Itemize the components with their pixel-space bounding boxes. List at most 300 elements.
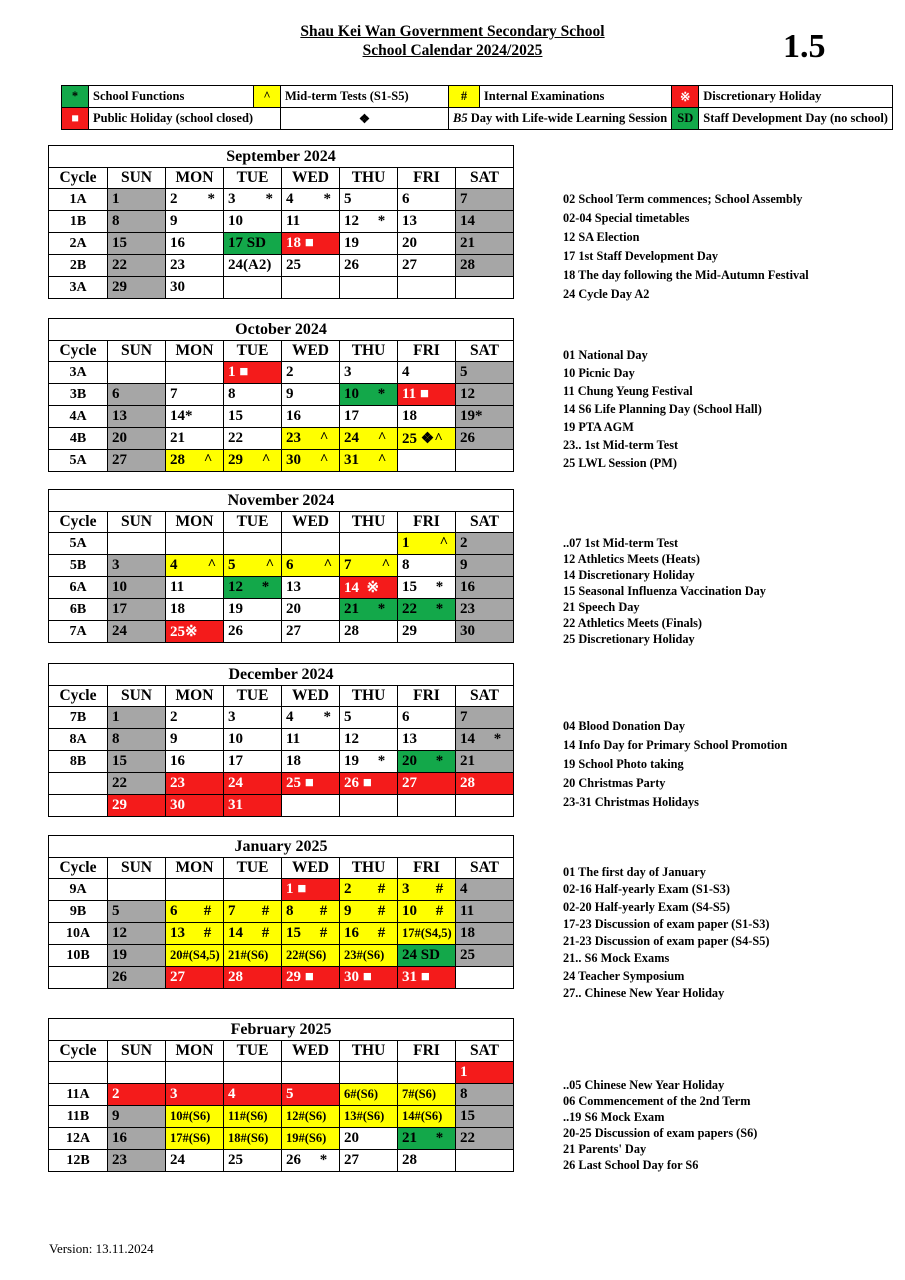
day-cell: 10 [224, 211, 282, 233]
day-cell: 16 [166, 751, 224, 773]
weekday-header: THU [340, 1041, 398, 1062]
day-cell: 5 [340, 189, 398, 211]
week-row [49, 255, 514, 277]
day-cell: 5 [282, 1084, 340, 1106]
cycle-label [49, 773, 108, 795]
day-cell: 14 ※ [340, 577, 398, 599]
day-cell: 4 [398, 362, 456, 384]
week-row [49, 599, 514, 621]
day-cell: 26 [224, 621, 282, 643]
day-cell [398, 450, 456, 472]
weekday-header: Cycle [49, 341, 108, 362]
legend-label-exams: Internal Examinations [479, 86, 671, 108]
day-cell: 30 [166, 277, 224, 299]
calendar-title: School Calendar 2024/2025 [362, 42, 543, 59]
weekday-header: SAT [456, 512, 514, 533]
note-item: 21 Speech Day [563, 600, 640, 614]
day-cell: 21 [456, 751, 514, 773]
day-cell: 15 [108, 233, 166, 255]
day-cell: 16 [456, 577, 514, 599]
cycle-label: 11A [49, 1084, 108, 1106]
weekday-header: TUE [224, 858, 282, 879]
weekday-header: SAT [456, 686, 514, 707]
day-cell: 7 [456, 189, 514, 211]
day-cell: 9 # [340, 901, 398, 923]
legend-label-b5: B5 Day with Life-wide Learning Session [449, 108, 672, 130]
day-cell: 21 [166, 428, 224, 450]
note-item: 14 Info Day for Primary School Promotion [563, 738, 788, 752]
day-cell [456, 967, 514, 989]
weekday-header: Cycle [49, 168, 108, 189]
cycle-label: 9A [49, 879, 108, 901]
day-cell: 3 [108, 555, 166, 577]
day-cell: 24 [224, 773, 282, 795]
cycle-label: 10A [49, 923, 108, 945]
month-calendar [48, 489, 514, 643]
week-row [49, 729, 514, 751]
cycle-label: 3A [49, 277, 108, 299]
day-cell [166, 533, 224, 555]
week-row [49, 450, 514, 472]
day-cell: 26 [340, 255, 398, 277]
day-cell [340, 533, 398, 555]
day-cell: 26 [108, 967, 166, 989]
day-cell: 24(A2) [224, 255, 282, 277]
cycle-label: 9B [49, 901, 108, 923]
weekday-header: SUN [108, 686, 166, 707]
day-cell: 23 [166, 773, 224, 795]
day-cell [108, 533, 166, 555]
day-cell: 28 ^ [166, 450, 224, 472]
note-item: 21.. S6 Mock Exams [563, 951, 670, 966]
weekday-header: MON [166, 341, 224, 362]
day-cell: 28 [340, 621, 398, 643]
day-cell [224, 879, 282, 901]
week-row [49, 1106, 514, 1128]
day-cell: 12 [456, 384, 514, 406]
day-cell: 23 [456, 599, 514, 621]
weekday-header: TUE [224, 1041, 282, 1062]
cycle-label [49, 967, 108, 989]
day-cell [166, 362, 224, 384]
note-item: 04 Blood Donation Day [563, 719, 685, 733]
day-cell: 2 [282, 362, 340, 384]
day-cell: 6 [398, 189, 456, 211]
day-cell: 23 ^ [282, 428, 340, 450]
note-item: 19 School Photo taking [563, 757, 684, 771]
note-item: 15 Seasonal Influenza Vaccination Day [563, 584, 766, 598]
day-cell: 7 [456, 707, 514, 729]
legend-symbol-sd: SD [672, 108, 699, 130]
week-row [49, 923, 514, 945]
day-cell: 18 [398, 406, 456, 428]
cycle-label: 12B [49, 1150, 108, 1172]
day-cell: 9 [456, 555, 514, 577]
day-cell: 25 ■ [282, 773, 340, 795]
day-cell: 7 ^ [340, 555, 398, 577]
day-cell: 5 [456, 362, 514, 384]
weekday-header: MON [166, 168, 224, 189]
weekday-header: SAT [456, 168, 514, 189]
weekday-header: SUN [108, 858, 166, 879]
day-cell: 25 ❖^ [398, 428, 456, 450]
school-name: Shau Kei Wan Government Secondary School [300, 23, 605, 40]
day-cell: 31 ^ [340, 450, 398, 472]
day-cell: 26 [456, 428, 514, 450]
day-cell: 13 [398, 211, 456, 233]
day-cell: 9 [166, 211, 224, 233]
day-cell: 22 [108, 255, 166, 277]
day-cell: 20#(S4,5) [166, 945, 224, 967]
day-cell: 24 SD [398, 945, 456, 967]
day-cell: 14#(S6) [398, 1106, 456, 1128]
note-item: 27.. Chinese New Year Holiday [563, 986, 725, 1001]
day-cell [282, 795, 340, 817]
cycle-label: 6B [49, 599, 108, 621]
day-cell: 27 [282, 621, 340, 643]
week-row [49, 751, 514, 773]
day-cell: 13 [108, 406, 166, 428]
day-cell: 20 [282, 599, 340, 621]
day-cell: 6 ^ [282, 555, 340, 577]
weekday-header: SUN [108, 341, 166, 362]
weekday-header: TUE [224, 686, 282, 707]
week-row [49, 945, 514, 967]
day-cell: 24 ^ [340, 428, 398, 450]
cycle-label: 5B [49, 555, 108, 577]
note-item: 12 Athletics Meets (Heats) [563, 552, 700, 566]
weekday-header: Cycle [49, 1041, 108, 1062]
month-notes [563, 535, 766, 647]
day-cell: 10 # [398, 901, 456, 923]
legend-symbol-exams: # [449, 86, 480, 108]
week-row [49, 384, 514, 406]
day-cell: 29 [108, 795, 166, 817]
day-cell: 13 [282, 577, 340, 599]
day-cell: 15 [224, 406, 282, 428]
day-cell [340, 1062, 398, 1084]
note-item: 25 Discretionary Holiday [563, 632, 695, 646]
day-cell [456, 795, 514, 817]
day-cell: 27 [398, 773, 456, 795]
note-item: 17-23 Discussion of exam paper (S1-S3) [563, 916, 770, 931]
day-cell: 4 ^ [166, 555, 224, 577]
day-cell: 13 # [166, 923, 224, 945]
month-title: January 2025 [49, 836, 514, 858]
weekday-header: Cycle [49, 512, 108, 533]
day-cell: 21#(S6) [224, 945, 282, 967]
day-cell: 28 [224, 967, 282, 989]
day-cell: 8 [224, 384, 282, 406]
day-cell: 27 [340, 1150, 398, 1172]
day-cell: 9 [108, 1106, 166, 1128]
note-item: 12 SA Election [563, 230, 640, 244]
note-item: 10 Picnic Day [563, 366, 635, 380]
day-cell: 9 [282, 384, 340, 406]
day-cell: 31 ■ [398, 967, 456, 989]
day-cell [282, 533, 340, 555]
day-cell: 10#(S6) [166, 1106, 224, 1128]
day-cell: 24 [108, 621, 166, 643]
day-cell: 14 * [456, 729, 514, 751]
day-cell: 24 [166, 1150, 224, 1172]
day-cell: 13 [398, 729, 456, 751]
day-cell: 25 [456, 945, 514, 967]
version-text: Version: 13.11.2024 [49, 1241, 154, 1256]
weekday-header: FRI [398, 858, 456, 879]
weekday-header: MON [166, 686, 224, 707]
legend-symbol-discretionary: ※ [672, 86, 699, 108]
month-calendar [48, 663, 514, 817]
day-cell: 1 ■ [282, 879, 340, 901]
note-item: 02 School Term commences; School Assembly [563, 192, 803, 206]
day-cell: 19 * [340, 751, 398, 773]
legend [61, 85, 893, 130]
note-item: 01 The first day of January [563, 865, 706, 879]
note-item: 18 The day following the Mid-Autumn Festival [563, 268, 809, 282]
cycle-label: 7B [49, 707, 108, 729]
weekday-header: Cycle [49, 686, 108, 707]
day-cell: 29 ^ [224, 450, 282, 472]
cycle-label: 10B [49, 945, 108, 967]
month-title: December 2024 [49, 664, 514, 686]
day-cell: 25※ [166, 621, 224, 643]
day-cell: 15 [456, 1106, 514, 1128]
day-cell: 22 * [398, 599, 456, 621]
day-cell: 12 * [224, 577, 282, 599]
cycle-label: 4B [49, 428, 108, 450]
week-row [49, 428, 514, 450]
day-cell: 21 * [398, 1128, 456, 1150]
cycle-label [49, 1062, 108, 1084]
day-cell: 18#(S6) [224, 1128, 282, 1150]
legend-symbol-public-holiday: ■ [62, 108, 89, 130]
weekday-header: SAT [456, 858, 514, 879]
month-notes [563, 1077, 757, 1173]
cycle-label: 5A [49, 450, 108, 472]
day-cell: 14 # [224, 923, 282, 945]
day-cell: 25 [224, 1150, 282, 1172]
weekday-header: SAT [456, 341, 514, 362]
page-number: 1.5 [783, 28, 826, 65]
week-row [49, 901, 514, 923]
weekday-header: SUN [108, 168, 166, 189]
day-cell: 13#(S6) [340, 1106, 398, 1128]
day-cell: 30 ■ [340, 967, 398, 989]
day-cell: 10 [108, 577, 166, 599]
day-cell: 7 # [224, 901, 282, 923]
weekday-header: WED [282, 858, 340, 879]
day-cell: 29 [108, 277, 166, 299]
day-cell: 16 [166, 233, 224, 255]
day-cell: 8 [398, 555, 456, 577]
day-cell: 29 [398, 621, 456, 643]
day-cell: 15 [108, 751, 166, 773]
day-cell: 26 * [282, 1150, 340, 1172]
day-cell: 17 [108, 599, 166, 621]
note-item: ..07 1st Mid-term Test [563, 536, 679, 550]
month-calendar [48, 1018, 514, 1172]
day-cell: 22 [456, 1128, 514, 1150]
day-cell [224, 277, 282, 299]
weekday-header: THU [340, 341, 398, 362]
day-cell: 12 [340, 729, 398, 751]
weekday-header: Cycle [49, 858, 108, 879]
week-row [49, 879, 514, 901]
weekday-header: FRI [398, 686, 456, 707]
legend-row-1 [62, 86, 893, 108]
day-cell: 5 [108, 901, 166, 923]
weekday-header: WED [282, 686, 340, 707]
day-cell: 11#(S6) [224, 1106, 282, 1128]
day-cell: 1 [456, 1062, 514, 1084]
day-cell: 7 [166, 384, 224, 406]
weekday-header: SUN [108, 1041, 166, 1062]
day-cell: 26 ■ [340, 773, 398, 795]
day-cell: 20 [108, 428, 166, 450]
day-cell: 30 [456, 621, 514, 643]
day-cell: 28 [398, 1150, 456, 1172]
day-cell: 19 [340, 233, 398, 255]
note-item: 02-04 Special timetables [563, 211, 690, 225]
week-row [49, 967, 514, 989]
day-cell: 17 [340, 406, 398, 428]
day-cell [340, 277, 398, 299]
day-cell [456, 450, 514, 472]
day-cell: 20 [398, 233, 456, 255]
day-cell: 11 [166, 577, 224, 599]
note-item: 23.. 1st Mid-term Test [563, 438, 679, 452]
day-cell: 4 * [282, 707, 340, 729]
month-calendar [48, 835, 514, 989]
day-cell: 18 ■ [282, 233, 340, 255]
day-cell: 12 * [340, 211, 398, 233]
weekday-header: MON [166, 512, 224, 533]
day-cell: 11 [282, 211, 340, 233]
week-row [49, 707, 514, 729]
day-cell: 8 # [282, 901, 340, 923]
month-notes [563, 346, 762, 472]
month-notes [563, 190, 809, 304]
cycle-label: 1A [49, 189, 108, 211]
weekday-header: MON [166, 1041, 224, 1062]
day-cell: 10 [224, 729, 282, 751]
day-cell: 3 [340, 362, 398, 384]
day-cell: 2 [108, 1084, 166, 1106]
day-cell: 17#(S4,5) [398, 923, 456, 945]
day-cell: 20 [340, 1128, 398, 1150]
weekday-header: WED [282, 341, 340, 362]
day-cell: 17 SD [224, 233, 282, 255]
day-cell: 6 [108, 384, 166, 406]
weekday-header: THU [340, 858, 398, 879]
day-cell [166, 879, 224, 901]
day-cell: 5 ^ [224, 555, 282, 577]
week-row [49, 533, 514, 555]
cycle-label: 2A [49, 233, 108, 255]
day-cell: 19* [456, 406, 514, 428]
legend-label-school-functions: School Functions [89, 86, 254, 108]
note-item: 24 Teacher Symposium [563, 968, 685, 983]
week-row [49, 1084, 514, 1106]
note-item: 19 PTA AGM [563, 420, 634, 434]
day-cell: 23 [166, 255, 224, 277]
day-cell: 18 [456, 923, 514, 945]
day-cell: 31 [224, 795, 282, 817]
cycle-label: 3B [49, 384, 108, 406]
legend-label-midterm: Mid-term Tests (S1-S5) [281, 86, 449, 108]
day-cell [108, 879, 166, 901]
day-cell [398, 1062, 456, 1084]
note-item: 21 Parents' Day [563, 1142, 647, 1156]
note-item: ..05 Chinese New Year Holiday [563, 1078, 725, 1092]
day-cell [456, 1150, 514, 1172]
legend-symbol-midterm: ^ [254, 86, 281, 108]
day-cell: 4 * [282, 189, 340, 211]
day-cell: 9 [166, 729, 224, 751]
weekday-header: WED [282, 168, 340, 189]
cycle-label: 4A [49, 406, 108, 428]
weekday-header: SAT [456, 1041, 514, 1062]
day-cell [398, 795, 456, 817]
week-row [49, 189, 514, 211]
note-item: 02-16 Half-yearly Exam (S1-S3) [563, 882, 731, 897]
week-row [49, 555, 514, 577]
day-cell [398, 277, 456, 299]
day-cell: 4 [456, 879, 514, 901]
day-cell: 11 [282, 729, 340, 751]
day-cell: 1 [108, 707, 166, 729]
day-cell: 25 [282, 255, 340, 277]
weekday-header: FRI [398, 168, 456, 189]
weekday-header: TUE [224, 512, 282, 533]
day-cell: 23 [108, 1150, 166, 1172]
note-item: 14 Discretionary Holiday [563, 568, 695, 582]
day-cell: 1 ^ [398, 533, 456, 555]
month-calendar [48, 318, 514, 472]
day-cell: 4 [224, 1084, 282, 1106]
note-item: 21-23 Discussion of exam paper (S4-S5) [563, 934, 770, 949]
day-cell: 27 [166, 967, 224, 989]
week-row [49, 773, 514, 795]
day-cell: 19 [224, 599, 282, 621]
weekday-header: FRI [398, 512, 456, 533]
day-cell: 18 [166, 599, 224, 621]
day-cell: 7#(S6) [398, 1084, 456, 1106]
day-cell [340, 795, 398, 817]
month-title: February 2025 [49, 1019, 514, 1041]
day-cell [224, 533, 282, 555]
cycle-label: 8B [49, 751, 108, 773]
legend-label-sd: Staff Development Day (no school) [699, 108, 893, 130]
cycle-label: 5A [49, 533, 108, 555]
weekday-header: WED [282, 512, 340, 533]
day-cell: 30 [166, 795, 224, 817]
note-item: 11 Chung Yeung Festival [563, 384, 693, 398]
note-item: 20-25 Discussion of exam papers (S6) [563, 1126, 758, 1140]
legend-label-discretionary: Discretionary Holiday [699, 86, 893, 108]
weekday-header: SUN [108, 512, 166, 533]
day-cell: 6 [398, 707, 456, 729]
day-cell: 1 [108, 189, 166, 211]
cycle-label: 2B [49, 255, 108, 277]
cycle-label: 11B [49, 1106, 108, 1128]
day-cell [282, 1062, 340, 1084]
day-cell: 30 ^ [282, 450, 340, 472]
note-item: 20 Christmas Party [563, 776, 666, 790]
legend-symbol-b5: ❖ [281, 108, 449, 130]
cycle-label: 6A [49, 577, 108, 599]
